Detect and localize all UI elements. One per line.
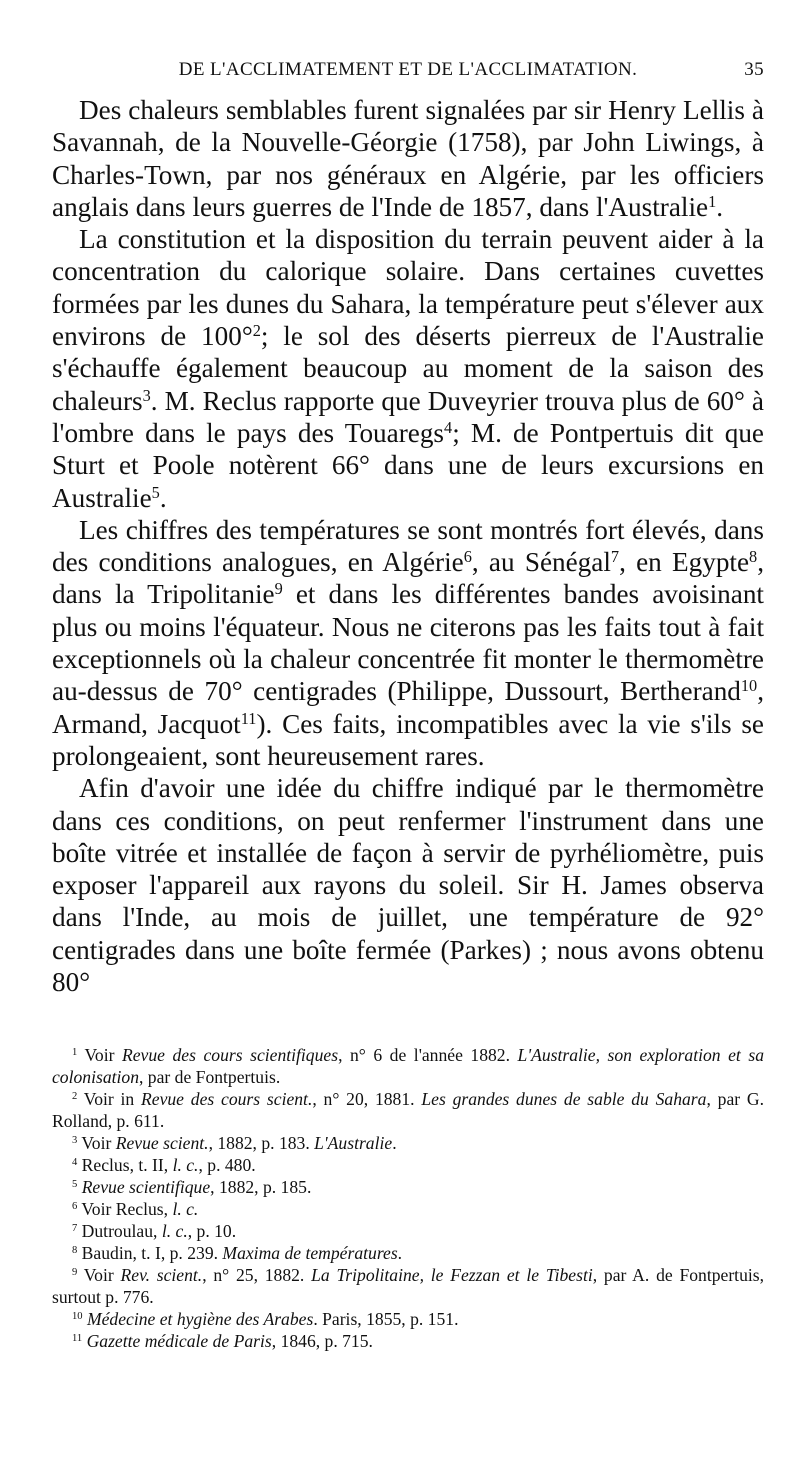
footnote-ref[interactable]: 9 — [274, 579, 283, 599]
footnote-text: , 1846, p. 715. — [271, 1331, 373, 1351]
text-run: Afin d'avoir une idée du chiffre indiqué par le thermomètre dans ces conditions, on peut renfermer l'instrument dans une boîte vitrée et installée de façon à servir de pyrhéliomètre, puis exposer l'appareil aux rayons du soleil. Sir H. James observa dans l'Inde, au mois de juillet, une température de 92° centigrades dans une boîte fermée (Parkes) ; nous avons obtenu 80° — [52, 773, 764, 998]
footnote-number: 1 — [72, 1047, 78, 1059]
footnote-1 — [52, 1044, 764, 1088]
footnote-ref[interactable]: 11 — [240, 708, 257, 728]
footnote-title: Gazette médicale de Paris — [86, 1331, 272, 1351]
footnote-number: 2 — [72, 1091, 78, 1103]
footnote-ref[interactable]: 6 — [463, 547, 472, 567]
footnote-text: , n° 20, 1881. — [312, 1089, 422, 1109]
footnote-text: . — [397, 1243, 403, 1263]
text-run: , en Egypte — [619, 547, 750, 578]
footnote-text: Voir — [77, 1133, 116, 1153]
text-run: ). Ces faits, incompatibles avec la vie s'ils se prolongeaient, sont heureusement rares. — [52, 708, 764, 771]
text-run: Les chiffres des températures se sont montrés fort élevés, dans des conditions analogues, en Algérie — [52, 514, 764, 578]
footnote-text: , 1882, p. 185. — [210, 1177, 312, 1197]
footnote-ref[interactable]: 4 — [444, 418, 453, 437]
paragraph-2 — [52, 223, 764, 514]
text-run: . M. Reclus rapporte que Duveyrier trouva plus de 60° à l'ombre dans le pays des Touaregs — [52, 385, 764, 448]
footnote-7 — [52, 1220, 764, 1242]
footnote-text: , n° 25, 1882. — [202, 1265, 312, 1285]
footnote-ref[interactable]: 1 — [708, 191, 717, 211]
footnote-text: , p. 10. — [187, 1221, 237, 1241]
text-run: ; M. de Pontpertuis dit que Sturt et Poole notèrent 66° dans une de leurs excursions en Australie — [52, 417, 764, 513]
footnote-11 — [52, 1330, 764, 1352]
footnote-title: Revue scient. — [115, 1133, 209, 1153]
footnote-ref[interactable]: 5 — [151, 482, 160, 502]
text-run: Des chaleurs semblables furent signalées par sir Henry Lellis à Savannah, de la Nouvelle-Géorgie (1758), par John Liwings, à Charles-Town, par nos généraux en Algérie, par les officiers anglais dans leurs guerres de l'Inde de 1857, dans l'Australie — [52, 95, 764, 222]
footnote-2 — [52, 1088, 764, 1132]
footnote-number: 7 — [72, 1223, 78, 1235]
footnote-title: l. c. — [172, 1155, 199, 1175]
footnote-3 — [52, 1132, 764, 1154]
footnote-9 — [52, 1264, 764, 1308]
footnote-number: 11 — [72, 1333, 83, 1345]
footnote-6 — [52, 1198, 764, 1220]
footnote-text: Voir — [77, 1265, 121, 1285]
footnote-number: 4 — [72, 1157, 78, 1169]
footnote-number: 3 — [72, 1135, 78, 1147]
page-number: 35 — [744, 59, 764, 80]
footnote-title: Revue scientifique — [81, 1177, 211, 1197]
text-run: , Armand, Jacquot — [52, 676, 764, 739]
footnote-text: , par G. Rolland, p. 611. — [52, 1089, 765, 1131]
footnote-4 — [52, 1154, 764, 1176]
footnote-number: 10 — [72, 1311, 83, 1323]
footnote-text: Voir Reclus, — [77, 1199, 173, 1219]
paragraph-1 — [52, 94, 764, 223]
footnote-title: Médecine et hygiène des Arabes — [86, 1309, 314, 1329]
footnote-ref[interactable]: 7 — [610, 547, 620, 567]
footnotes — [52, 1044, 764, 1352]
text-run: , dans la Tripolitanie — [52, 547, 764, 610]
footnote-text: . Paris, 1855, p. 151. — [313, 1309, 459, 1329]
running-title: DE L'ACCLIMATEMENT ET DE L'ACCLIMATATION. — [178, 59, 638, 80]
footnote-text: Dutroulau, — [77, 1221, 162, 1241]
footnote-text: , 1882, p. 183. — [208, 1133, 315, 1153]
footnote-text: , par A. de Fontpertuis, surtout p. 776. — [52, 1265, 764, 1307]
footnote-text: , p. 480. — [198, 1155, 256, 1175]
footnote-ref[interactable]: 8 — [749, 547, 758, 567]
footnote-number: 9 — [72, 1267, 78, 1279]
running-head — [52, 55, 764, 85]
footnote-text: , par de Fontpertuis. — [139, 1067, 281, 1087]
text-run: . — [716, 191, 724, 222]
text-run: La constitution et la disposition du terrain peuvent aider à la concentration du calorique solaire. Dans certaines cuvettes formées par les dunes du Sahara, la température peut s'élever aux environs de 100° — [52, 224, 764, 352]
footnote-title: La Tripolitaine, le Fezzan et le Tibesti — [311, 1265, 593, 1285]
footnote-10 — [52, 1308, 764, 1330]
body-text — [52, 94, 764, 998]
footnote-text: Baudin, t. I, p. 239. — [77, 1243, 223, 1263]
footnote-text: , n° 6 de l'année 1882. — [338, 1045, 518, 1065]
footnote-text: Voir in — [77, 1089, 142, 1109]
text-run: . — [159, 482, 167, 513]
footnote-title: Revue des cours scient. — [141, 1089, 313, 1109]
text-run: , au Sénégal — [471, 547, 611, 578]
footnote-number: 6 — [72, 1201, 78, 1213]
footnote-title: Les grandes dunes de sable du Sahara — [421, 1089, 707, 1109]
footnote-8 — [52, 1242, 764, 1264]
footnote-title: L'Australie — [314, 1133, 393, 1153]
footnote-title: Rev. scient. — [120, 1265, 203, 1285]
footnote-ref[interactable]: 10 — [740, 676, 758, 696]
footnote-title: Maxima de températures — [222, 1243, 398, 1263]
footnote-text: . — [392, 1133, 397, 1153]
footnote-number: 5 — [72, 1179, 78, 1191]
footnote-title: l. c. — [172, 1199, 199, 1219]
footnote-ref[interactable]: 3 — [142, 385, 151, 405]
footnote-text: Reclus, t. II, — [77, 1155, 173, 1175]
footnote-ref[interactable]: 2 — [252, 321, 261, 341]
paragraph-3 — [52, 514, 764, 772]
footnote-title: L'Australie, son exploration et sa colonisation — [52, 1045, 764, 1087]
text-run: ; le sol des déserts pierreux de l'Australie s'échauffe également beaucoup au moment de la saison des chaleurs — [52, 321, 764, 416]
footnote-5 — [52, 1176, 764, 1198]
paragraph-4 — [52, 772, 764, 998]
footnote-title: l. c. — [161, 1221, 188, 1241]
footnote-title: Revue des cours scientifiques — [122, 1045, 339, 1065]
footnote-text: Voir — [77, 1045, 122, 1065]
text-run: et dans les différentes bandes avoisinant plus ou moins l'équateur. Nous ne citerons pas les faits tout à fait exceptionnels où la chaleur concentrée fit monter le thermomètre au-dessus de 70° centigrades (Philippe, Dussourt, Bertherand — [52, 579, 764, 707]
footnote-number: 8 — [72, 1245, 78, 1257]
